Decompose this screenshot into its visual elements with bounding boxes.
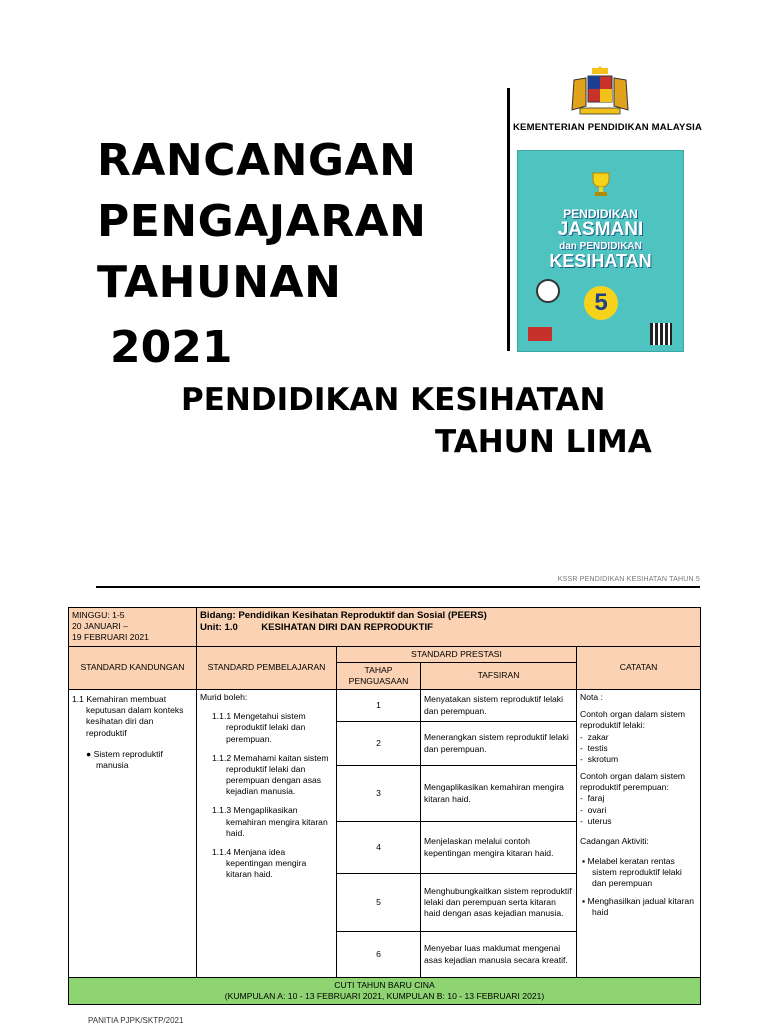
book-title-line: dan PENDIDIKAN — [559, 241, 642, 252]
cover-title-line: TAHUNAN — [97, 257, 342, 308]
tp-description: Menerangkan sistem reproduktif lelaki dan perempuan. — [421, 722, 577, 766]
header-sp: STANDARD PEMBELAJARAN — [197, 646, 337, 690]
rpt-table — [68, 607, 701, 1005]
sp-item: 1.1.1 Mengetahui sistem reproduktif lelaki dan perempuan. — [212, 711, 306, 744]
bidang-label: Bidang: Pendidikan Kesihatan Reproduktif dan Sosial (PEERS) — [200, 610, 487, 621]
header-rule — [96, 586, 700, 588]
date-range: 19 FEBRUARI 2021 — [72, 632, 149, 643]
tp-level: 1 — [337, 690, 421, 722]
malaysia-crest-icon — [566, 66, 634, 118]
male-organs-list — [580, 732, 697, 766]
book-title-line: KESIHATAN — [549, 251, 652, 271]
book-title-line: JASMANI — [557, 219, 644, 240]
cover-year: 2021 — [110, 322, 233, 373]
unit-title: KESIHATAN DIRI DAN REPRODUKTIF — [261, 622, 433, 634]
list-item: - skrotum — [580, 753, 619, 764]
list-item: - zakar — [580, 731, 609, 742]
header-prestasi: STANDARD PRESTASI — [337, 646, 577, 662]
sk-item: 1.1 Kemahiran membuat keputusan dalam konteks kesihatan diri dan reproduktif — [72, 694, 184, 738]
list-item: - uterus — [580, 815, 612, 826]
activity-intro: Cadangan Aktiviti: — [580, 835, 649, 846]
female-organs-intro: Contoh organ dalam sistem reproduktif perempuan: — [580, 771, 686, 793]
list-item: ▪ Menghasilkan jadual kitaran haid — [582, 895, 694, 917]
book-title-line: PENDIDIKAN — [563, 207, 638, 221]
table-row — [69, 690, 701, 722]
tp-level: 2 — [337, 722, 421, 766]
tp-description: Menghubungkaitkan sistem reproduktif lelaki dan perempuan serta kitaran haid dengan asas kejadian manusia. — [421, 874, 577, 932]
unit-cell — [197, 608, 701, 647]
sk-bullet-text: Sistem reproduktif manusia — [93, 748, 163, 770]
subject-title: PENDIDIKAN KESIHATAN — [181, 382, 606, 418]
holiday-detail: (KUMPULAN A: 10 - 13 FEBRUARI 2021, KUMPULAN B: 10 - 13 FEBRUARI 2021) — [224, 991, 545, 1002]
page-footer: PANITIA PJPK/SKTP/2021 — [88, 1016, 184, 1025]
header-sk: STANDARD KANDUNGAN — [69, 646, 197, 690]
sp-item: 1.1.4 Menjana idea kepentingan mengira kitaran haid. — [212, 846, 307, 880]
ball-icon — [536, 279, 560, 303]
qr-code-icon — [650, 323, 672, 345]
sk-bullet: ● Sistem reproduktif manusia — [86, 748, 163, 770]
list-item: ▪ Melabel keratan rentas sistem reproduktif lelaki dan perempuan — [582, 856, 682, 889]
female-organs-list — [580, 793, 697, 827]
textbook-cover-image — [517, 150, 684, 352]
date-range: 20 JANUARI – — [72, 621, 128, 632]
grade-title: TAHUN LIMA — [435, 424, 652, 460]
tp-description: Menjelaskan melalui contoh kepentingan mengira kitaran haid. — [421, 822, 577, 874]
unit-label: Unit: 1.0 — [200, 622, 238, 634]
ministry-label: KEMENTERIAN PENDIDIKAN MALAYSIA — [513, 122, 703, 133]
catatan-cell — [577, 690, 701, 978]
publisher-logo — [528, 327, 552, 341]
week-cell — [69, 608, 197, 647]
trophy-icon — [590, 171, 612, 197]
nota-label: Nota : — [580, 692, 603, 703]
divider-line — [507, 88, 510, 351]
activity-list — [580, 856, 697, 918]
tp-description: Mengaplikasikan kemahiran mengira kitaran haid. — [421, 766, 577, 822]
tp-level: 5 — [337, 874, 421, 932]
cover-title-line: PENGAJARAN — [97, 196, 427, 247]
holiday-title: CUTI TAHUN BARU CINA — [334, 980, 435, 991]
sp-cell — [197, 690, 337, 978]
tp-level: 4 — [337, 822, 421, 874]
tp-level: 6 — [337, 932, 421, 978]
table-row — [69, 978, 701, 1005]
list-item: - testis — [580, 742, 608, 753]
header-tafsiran: TAFSIRAN — [421, 662, 577, 689]
list-item: - faraj — [580, 793, 605, 804]
holiday-banner — [69, 978, 701, 1005]
male-organs-intro: Contoh organ dalam sistem reproduktif lelaki: — [580, 709, 686, 731]
table-row — [69, 646, 701, 662]
list-item: - ovari — [580, 804, 607, 815]
header-catatan: CATATAN — [577, 646, 701, 690]
tp-description: Menyatakan sistem reproduktif lelaki dan perempuan. — [421, 690, 577, 722]
cover-title — [97, 130, 426, 313]
header-tahap: TAHAP PENGUASAAN — [337, 662, 421, 689]
tp-level: 3 — [337, 766, 421, 822]
page-header: KSSR PENDIDIKAN KESIHATAN TAHUN 5 — [557, 576, 700, 583]
tp-description: Menyebar luas maklumat mengenai asas kejadian manusia secara kreatif. — [421, 932, 577, 978]
sp-item: 1.1.3 Mengaplikasikan kemahiran mengira kitaran haid. — [212, 805, 328, 838]
cover-title-line: RANCANGAN — [97, 135, 417, 186]
sp-intro: Murid boleh: — [200, 692, 248, 703]
sp-item: 1.1.2 Memahami kaitan sistem reproduktif lelaki dan perempuan dengan asas kejadian manusia. — [212, 752, 329, 797]
sk-cell — [69, 690, 197, 978]
week-label: MINGGU: 1-5 — [72, 610, 125, 620]
table-row — [69, 608, 701, 647]
book-grade-number: 5 — [584, 286, 618, 320]
